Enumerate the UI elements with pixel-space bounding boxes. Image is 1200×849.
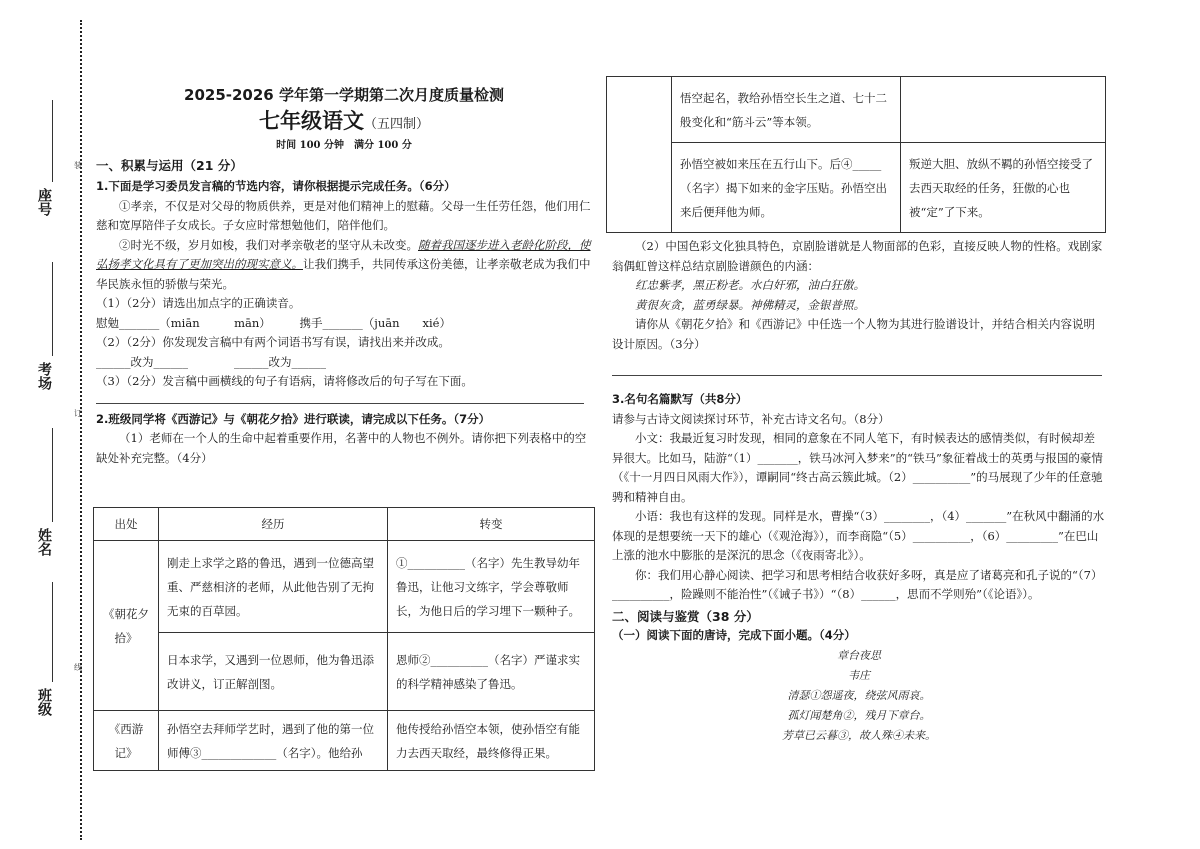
q1-sub-1: （1）（2分）请选出加点字的正确读音。 [96,296,301,310]
q2-sub-2-task: 请你从《朝花夕拾》和《西游记》中任选一个人物为其进行脸谱设计，并结合相关内容说明设计原因。（3分） [612,317,1095,351]
underlined-sentence: 随着我国逐步进入老龄化阶段，使弘扬孝文化具有了更加突出的现实意义。 [96,237,591,271]
exam-title: 2025-2026 学年第一学期第二次月度质量检测 [184,86,504,104]
left-column [96,86,592,468]
q3-intro: 请参与古诗文阅读探讨环节，补充古诗文名句。（8分） [612,411,890,426]
binding-dotted-line [80,20,82,840]
book-cell: 《朝花夕拾》 [94,541,159,711]
poem-author: 韦庄 [848,668,870,682]
q3-title: 3.名句名篇默写（共8分） [612,392,748,406]
subject-title: 七年级语文（五四制） [258,108,429,133]
poem-line: 孤灯闻楚角②，残月下章台。 [787,708,931,722]
q1-sub-2: （2）（2分）你发现发言稿中有两个词语书写有误，请找出来并改成。 [96,335,450,349]
table-cell-fill[interactable]: 孙悟空被如来压在五行山下。后④_____（名字）揭下如来的金字压贴。孙悟空出来后便拜他为师。 [672,143,901,233]
table-cell: 他传授给孙悟空本领，使孙悟空有能力去西天取经，最终修得正果。 [388,711,595,771]
q2-sub-2: （2）中国色彩文化独具特色，京剧脸谱就是人物面部的色彩，直接反映人物的性格。戏剧家翁偶虹曾这样总结京剧脸谱颜色的内涵： [612,239,1103,273]
reading-table [93,507,595,771]
table-cell: 叛逆大胆、放纵不羁的孙悟空接受了去西天取经的任务，狂傲的心也被“定”了下来。 [901,143,1106,233]
table-header: 出处 [94,508,159,541]
q2-title: 2.班级同学将《西游记》与《朝花夕拾》进行联读，请完成以下任务。（7分） [96,411,491,426]
q1-paragraph-2: ②时光不级，岁月如梭，我们对孝亲敬老的坚守从未改变。随着我国逐步进入老龄化阶段，使弘扬孝文化具有了更加突出的现实意义。让我们携手，共同传承这份美德，让孝亲敬老成为我们中华民族永恒的骄傲与荣光。 [96,237,591,291]
name-input-line[interactable] [52,428,53,522]
answer-line[interactable] [96,402,584,404]
q1-title: 1.下面是学习委员发言稿的节选内容，请你根据提示完成任务。（6分） [96,179,456,193]
binding-mark-ding: 订 [74,409,82,418]
binding-mark-xian: 线 [74,663,82,672]
q3-paragraph-1[interactable]: 小文：我最近复习时发现，相同的意象在不同人笔下，有时候表达的感情类似，有时候却差异很大。比如马，陆游“（1）_______，铁马冰河入梦来”的“铁马”象征着战士的英勇与报国的豪情（《十一月四日风雨大作》），谭嗣同“终古高云簇此城。（2）__________”的马展现了少年的任意驰骋和精神自由。 [612,431,1103,504]
table-cell-fill[interactable]: ①__________（名字）先生教导幼年鲁迅，让他习文练字，学会尊敬师长，为他日后的学习埋下一颗种子。 [388,541,595,633]
q1-sub-1-options[interactable]: 慰勉_______（miān mān） 携手_______（juān xié） [96,315,451,330]
name-label: 姓名 [36,528,52,556]
part2-heading: 二、阅读与鉴赏（38 分） [612,608,759,624]
poem-line: 芳草已云暮③，故人殊④未来。 [782,728,936,742]
book-cell: 《西游记》 [94,711,159,771]
q1-sub-3: （3）（2分）发言稿中画横线的句子有语病，请将修改后的句子写在下面。 [96,374,473,388]
q1-sub-2-fill[interactable]: ______改为______ ______改为______ [96,354,326,369]
verse-line: 红忠紫孝，黑正粉老。水白奸邪，油白狂傲。 [635,278,865,292]
class-input-line[interactable] [52,582,53,682]
part2-subheading: （一）阅读下面的唐诗，完成下面小题。（4分） [612,628,856,642]
room-input-line[interactable] [52,262,53,356]
poem-line: 清瑟①怨遥夜，绕弦风雨哀。 [787,688,931,702]
table-cell [901,77,1106,143]
q3-paragraph-3[interactable]: 你：我们用心静心阅读、把学习和思考相结合收获好多呀，真是应了诸葛亮和孔子说的“（7）__________，险躁则不能治性”（《诫子书》）“（8）______，思而不学则殆”（《论语》）。 [612,567,1103,601]
table-cell-fill[interactable]: 孙悟空去拜师学艺时，遇到了他的第一位师傅③_____________（名字）。他给孙 [159,711,388,771]
q2-sub-1: （1）老师在一个人的生命中起着重要作用，名著中的人物也不例外。请你把下列表格中的空缺处补充完整。（4分） [96,431,587,465]
poem-title: 章台夜思 [837,648,881,662]
part1-heading: 一、积累与运用（21 分） [96,157,243,173]
table-cell: 刚走上求学之路的鲁迅，遇到一位德高望重、严慈相济的老师，从此他告别了无拘无束的百草园。 [159,541,388,633]
table-header: 转变 [388,508,595,541]
book-cell-continued [607,77,672,233]
verse-line: 黄很灰贪，蓝勇绿暴。神佛精灵，金银普照。 [635,297,865,312]
seat-label: 座号 [36,188,52,216]
room-label: 考场 [36,362,52,390]
answer-line[interactable] [612,374,1102,376]
table-cell: 悟空起名，教给孙悟空长生之道、七十二般变化和“筋斗云”等本领。 [672,77,901,143]
seat-input-line[interactable] [52,100,53,182]
q1-paragraph-1: ①孝亲，不仅是对父母的物质供养，更是对他们精神上的慰藉。父母一生任劳任怨，他们用仁慈和宽厚陪伴子女成长。子女应时常想勉他们，陪伴他们。 [96,198,591,232]
reading-table-continued [606,76,1106,233]
q3-paragraph-2[interactable]: 小语：我也有这样的发现。同样是水，曹操“（3）________，（4）_______”在秋风中翻涌的水体现的是想要统一天下的雄心（《观沧海》），而李商隐“（5）__________，（6）_________”在巴山上涨的池水中膨胀的是深沉的思念（《夜雨寄北》）。 [612,509,1105,562]
class-label: 班级 [36,688,52,716]
table-header: 经历 [159,508,388,541]
table-cell: 日本求学，又遇到一位恩师，他为鲁迅添改讲义，订正解剖图。 [159,633,388,711]
right-column [612,237,1106,746]
binding-mark-zhuang: 装 [74,161,82,170]
table-cell-fill[interactable]: 恩师②__________（名字）严谨求实的科学精神感染了鲁迅。 [388,633,595,711]
exam-meta: 时间 100 分钟 满分 100 分 [276,140,412,151]
